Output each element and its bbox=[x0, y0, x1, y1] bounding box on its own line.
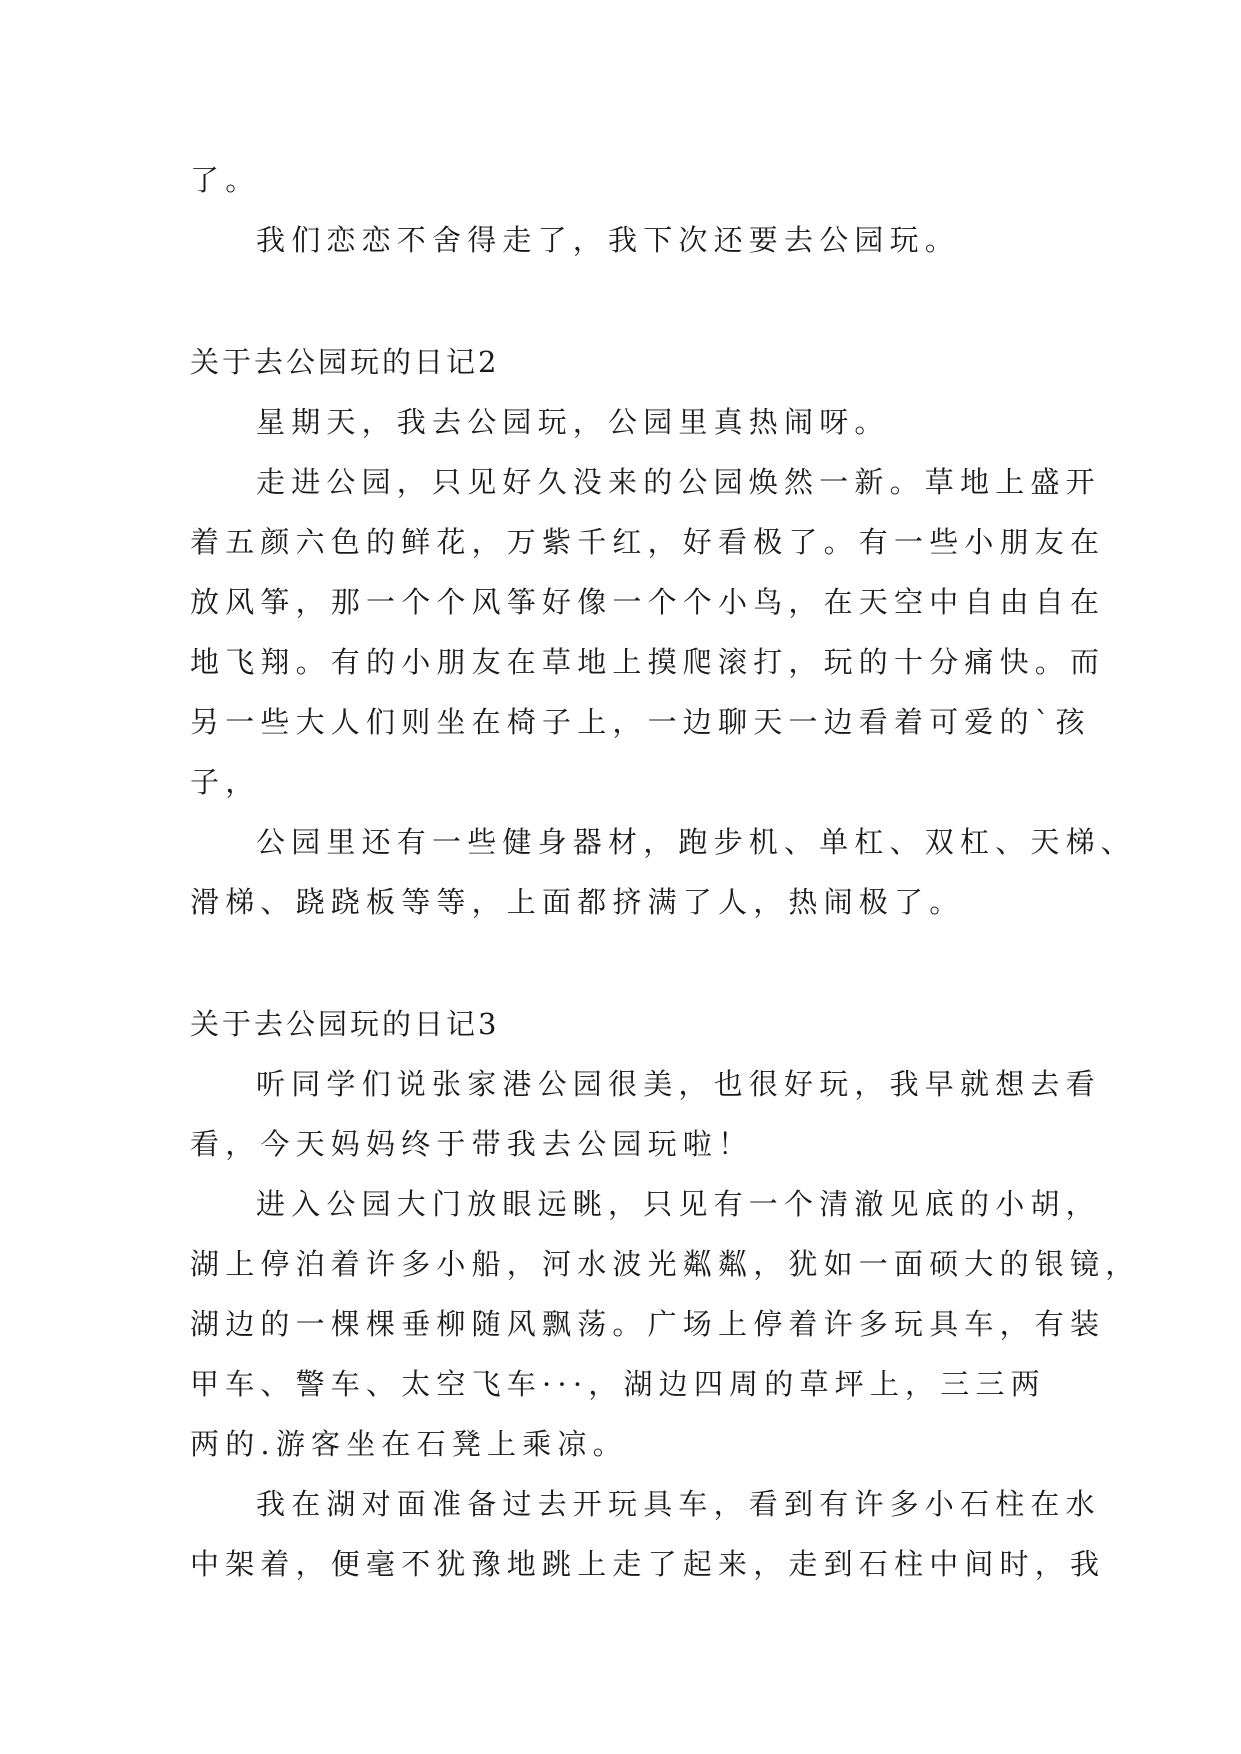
paragraph-line: 听同学们说张家港公园很美，也很好玩，我早就想去看 bbox=[256, 1067, 1101, 1101]
paragraph-line: 放风筝，那一个个风筝好像一个个小鸟，在天空中自由自在 bbox=[190, 585, 1106, 619]
section-heading: 关于去公园玩的日记2 bbox=[190, 345, 500, 379]
paragraph-line: 子， bbox=[190, 765, 261, 799]
paragraph-line: 了。 bbox=[190, 163, 261, 197]
paragraph-line: 滑梯、跷跷板等等，上面都挤满了人，热闹极了。 bbox=[190, 885, 965, 919]
section-gap bbox=[190, 270, 1050, 332]
paragraph-line: 看，今天妈妈终于带我去公园玩啦！ bbox=[190, 1127, 754, 1161]
paragraph-line: 着五颜六色的鲜花，万紫千红，好看极了。有一些小朋友在 bbox=[190, 525, 1106, 559]
document-body bbox=[190, 150, 1141, 1594]
paragraph-line: 湖上停泊着许多小船，河水波光粼粼，犹如一面硕大的银镜， bbox=[190, 1247, 1141, 1281]
paragraph-line: 两的.游客坐在石凳上乘凉。 bbox=[190, 1427, 628, 1461]
paragraph-line: 地飞翔。有的小朋友在草地上摸爬滚打，玩的十分痛快。而 bbox=[190, 645, 1106, 679]
paragraph-line: 中架着，便毫不犹豫地跳上走了起来，走到石柱中间时，我 bbox=[190, 1547, 1106, 1581]
paragraph-line: 公园里还有一些健身器材，跑步机、单杠、双杠、天梯、 bbox=[256, 825, 1137, 859]
paragraph-line: 我在湖对面准备过去开玩具车，看到有许多小石柱在水 bbox=[256, 1487, 1101, 1521]
paragraph-line: 另一些大人们则坐在椅子上，一边聊天一边看着可爱的`孩 bbox=[190, 705, 1091, 739]
paragraph-line: 湖边的一棵棵垂柳随风飘荡。广场上停着许多玩具车，有装 bbox=[190, 1307, 1106, 1341]
section-gap bbox=[190, 932, 1050, 994]
paragraph-line: 走进公园，只见好久没来的公园焕然一新。草地上盛开 bbox=[256, 465, 1101, 499]
paragraph-line: 星期天，我去公园玩，公园里真热闹呀。 bbox=[256, 405, 890, 439]
paragraph-line: 我们恋恋不舍得走了，我下次还要去公园玩。 bbox=[256, 223, 961, 257]
section-heading: 关于去公园玩的日记3 bbox=[190, 1007, 500, 1041]
paragraph-line: 进入公园大门放眼远眺，只见有一个清澈见底的小胡， bbox=[256, 1187, 1101, 1221]
paragraph-line: 甲车、警车、太空飞车···，湖边四周的草坪上，三三两 bbox=[190, 1367, 1046, 1401]
